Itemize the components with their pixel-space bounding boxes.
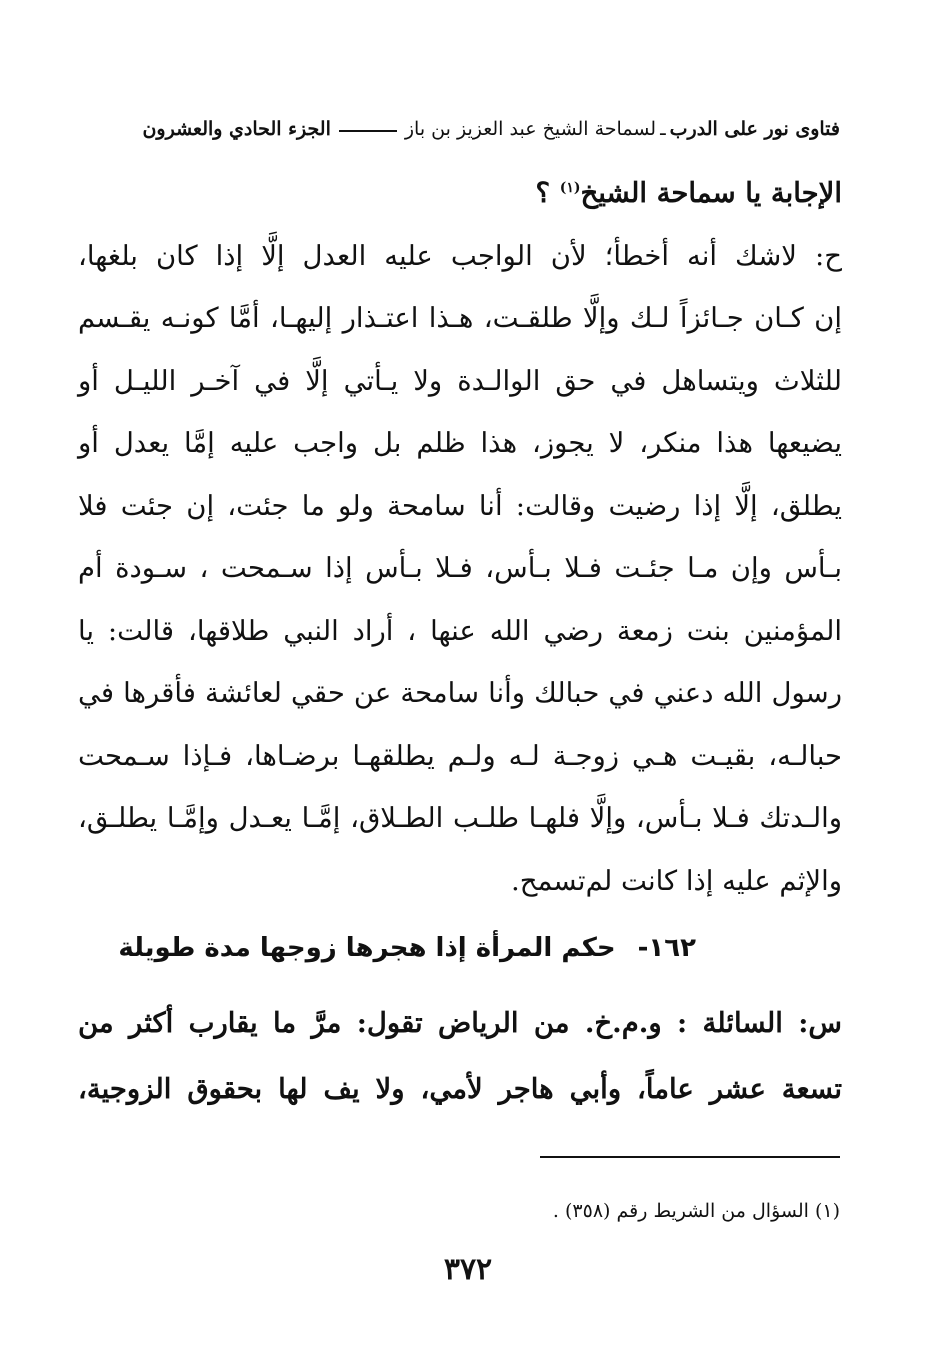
- title-separator: ـ: [660, 118, 666, 140]
- footnote-divider: [540, 1156, 840, 1158]
- answer-line: المؤمنين بنت زمعة رضي الله عنها ، أراد النبي طلاقها، قالت: يا: [78, 614, 842, 647]
- footnote: (١) السؤال من الشريط رقم (٣٥٨) .: [552, 1200, 840, 1222]
- question-line: س: السائلة : و.م.خ. من الرياض تقول: مرَّ ما يقارب أكثر من: [78, 1007, 842, 1039]
- section-number: ١٦٢-: [637, 933, 696, 963]
- page-number: ٣٧٢: [443, 1252, 493, 1287]
- author-name: لسماحة الشيخ عبد العزيز بن باز: [404, 118, 657, 140]
- answer-line: بـأس وإن مـا جئـت فـلا بـأس، فـلا بـأس إذا سـمحت ، سـودة أم: [78, 552, 842, 584]
- answer-line: إن كـان جـائزاً لـك وإلَّا طلقـت، هـذا اعتـذار إليهـا، أمَّا كونـه يقـسم: [78, 302, 842, 334]
- answer-line: ح: لاشك أنه أخطأ؛ لأن الواجب عليه العدل إلَّا إذا كان بلغها،: [78, 239, 842, 272]
- question-mark: ؟: [535, 177, 560, 209]
- header-dash-line: [339, 130, 397, 132]
- answer-line: للثلاث ويتساهل في حق الوالـدة ولا يـأتي إلَّا في آخـر الليـل أو: [78, 364, 842, 397]
- answer-body: [78, 162, 842, 912]
- answer-line: والـدتك فـلا بـأس، وإلَّا فلهـا طلـب الطـلاق، إمَّـا يعـدل وإمَّـا يطلـق،: [78, 802, 842, 834]
- section-heading: [118, 924, 696, 972]
- question-ending-text: الإجابة يا سماحة الشيخ: [580, 177, 842, 209]
- answer-line: حبالـه، بقيـت هـي زوجـة لـه ولـم يطلقهـا برضـاها، فـإذا سـمحت: [78, 739, 842, 772]
- answer-line: يطلق، إلَّا إذا رضيت وقالت: أنا سامحة ولو ما جئت، إن جئت فلا: [78, 489, 842, 522]
- volume-label: الجزء الحادي والعشرون: [142, 118, 331, 140]
- footnote-marker: (١): [559, 179, 581, 196]
- section-title: حكم المرأة إذا هجرها زوجها مدة طويلة: [118, 933, 616, 963]
- running-header: [82, 112, 840, 146]
- answer-line: رسول الله دعني في حبالك وأنا سامحة عن حقي لعائشة فأقرها في: [78, 677, 842, 709]
- question-ending-line: [78, 162, 842, 225]
- book-title: فتاوى نور على الدرب: [669, 118, 840, 140]
- answer-line: والإثم عليه إذا كانت لم‌تسمح.: [511, 864, 842, 897]
- answer-line: يضيعها هذا منكر، لا يجوز، هذا ظلم بل واجب عليه إمَّا يعدل أو: [78, 427, 842, 459]
- question-body: [78, 990, 842, 1122]
- question-line: تسعة عشر عاماً، وأبي هاجر لأمي، ولا يف لها بحقوق الزوجية،: [78, 1073, 842, 1105]
